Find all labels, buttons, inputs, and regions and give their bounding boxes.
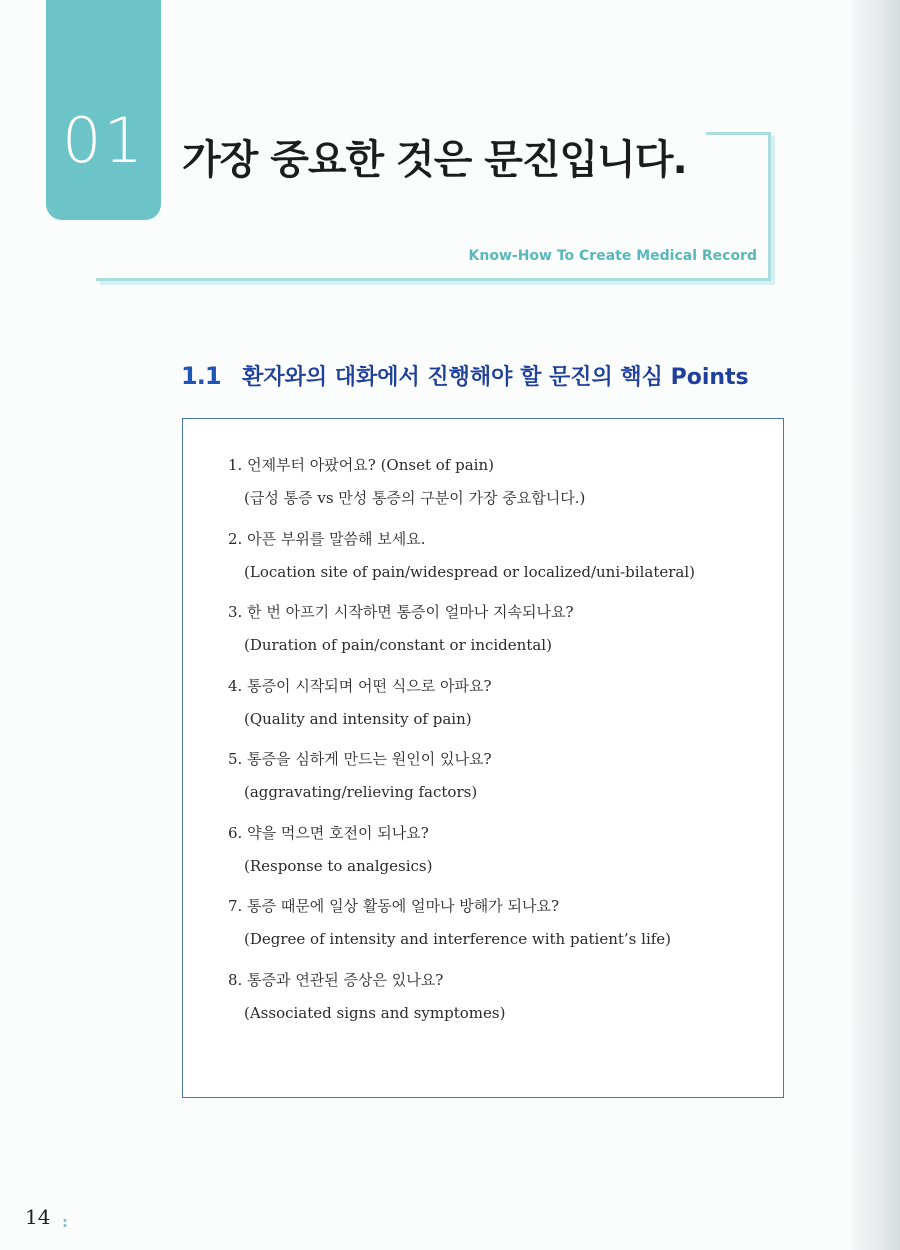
list-item [228,602,768,676]
chapter-subtitle: Know-How To Create Medical Record [468,248,757,264]
book-spine-shadow [852,0,900,1250]
question-english: (Location site of pain/widespread or localized/uni-bilateral) [244,562,695,581]
list-item [228,896,768,970]
list-item [228,749,768,823]
question-korean: 5. 통증을 심하게 만드는 원인이 있나요? [228,750,492,768]
question-korean: 3. 한 번 아프기 시작하면 통증이 얼마나 지속되나요? [228,603,574,621]
chapter-title: 가장 중요한 것은 문진입니다. [182,137,687,183]
question-english: (Quality and intensity of pain) [244,709,472,728]
question-korean: 8. 통증과 연관된 증상은 있나요? [228,970,444,989]
page-number: 14 [25,1205,51,1229]
questions-box [182,418,784,1098]
question-english: (Duration of pain/constant or incidental) [244,636,552,654]
question-english: (Associated signs and symptomes) [244,1003,506,1022]
header-frame-top [706,132,768,135]
question-korean: 1. 언제부터 아팠어요? (Onset of pain) [228,456,494,474]
list-item [228,455,768,529]
list-item [228,529,768,603]
list-item [228,970,768,1044]
question-korean: 7. 통증 때문에 일상 활동에 얼마나 방해가 되나요? [228,897,560,915]
question-korean: 6. 약을 먹으면 호전이 되나요? [228,823,429,842]
list-item [228,676,768,750]
question-english: (Response to analgesics) [244,856,433,875]
question-korean: 4. 통증이 시작되며 어떤 식으로 아파요? [228,676,492,695]
section-title: 환자와의 대화에서 진행해야 할 문진의 핵심 Points [242,365,749,390]
question-english: (aggravating/relieving factors) [244,783,478,801]
chapter-number: 01 [62,104,145,177]
section-heading [181,360,749,391]
section-number: 1.1 [181,362,221,390]
page-marker: : [62,1212,68,1231]
question-english: (급성 통증 vs 만성 통증의 구분이 가장 중요합니다.) [244,489,586,507]
question-list [228,455,768,1043]
question-english: (Degree of intensity and interference with patient’s life) [244,930,672,948]
list-item [228,823,768,897]
question-korean: 2. 아픈 부위를 말씀해 보세요. [228,529,426,548]
